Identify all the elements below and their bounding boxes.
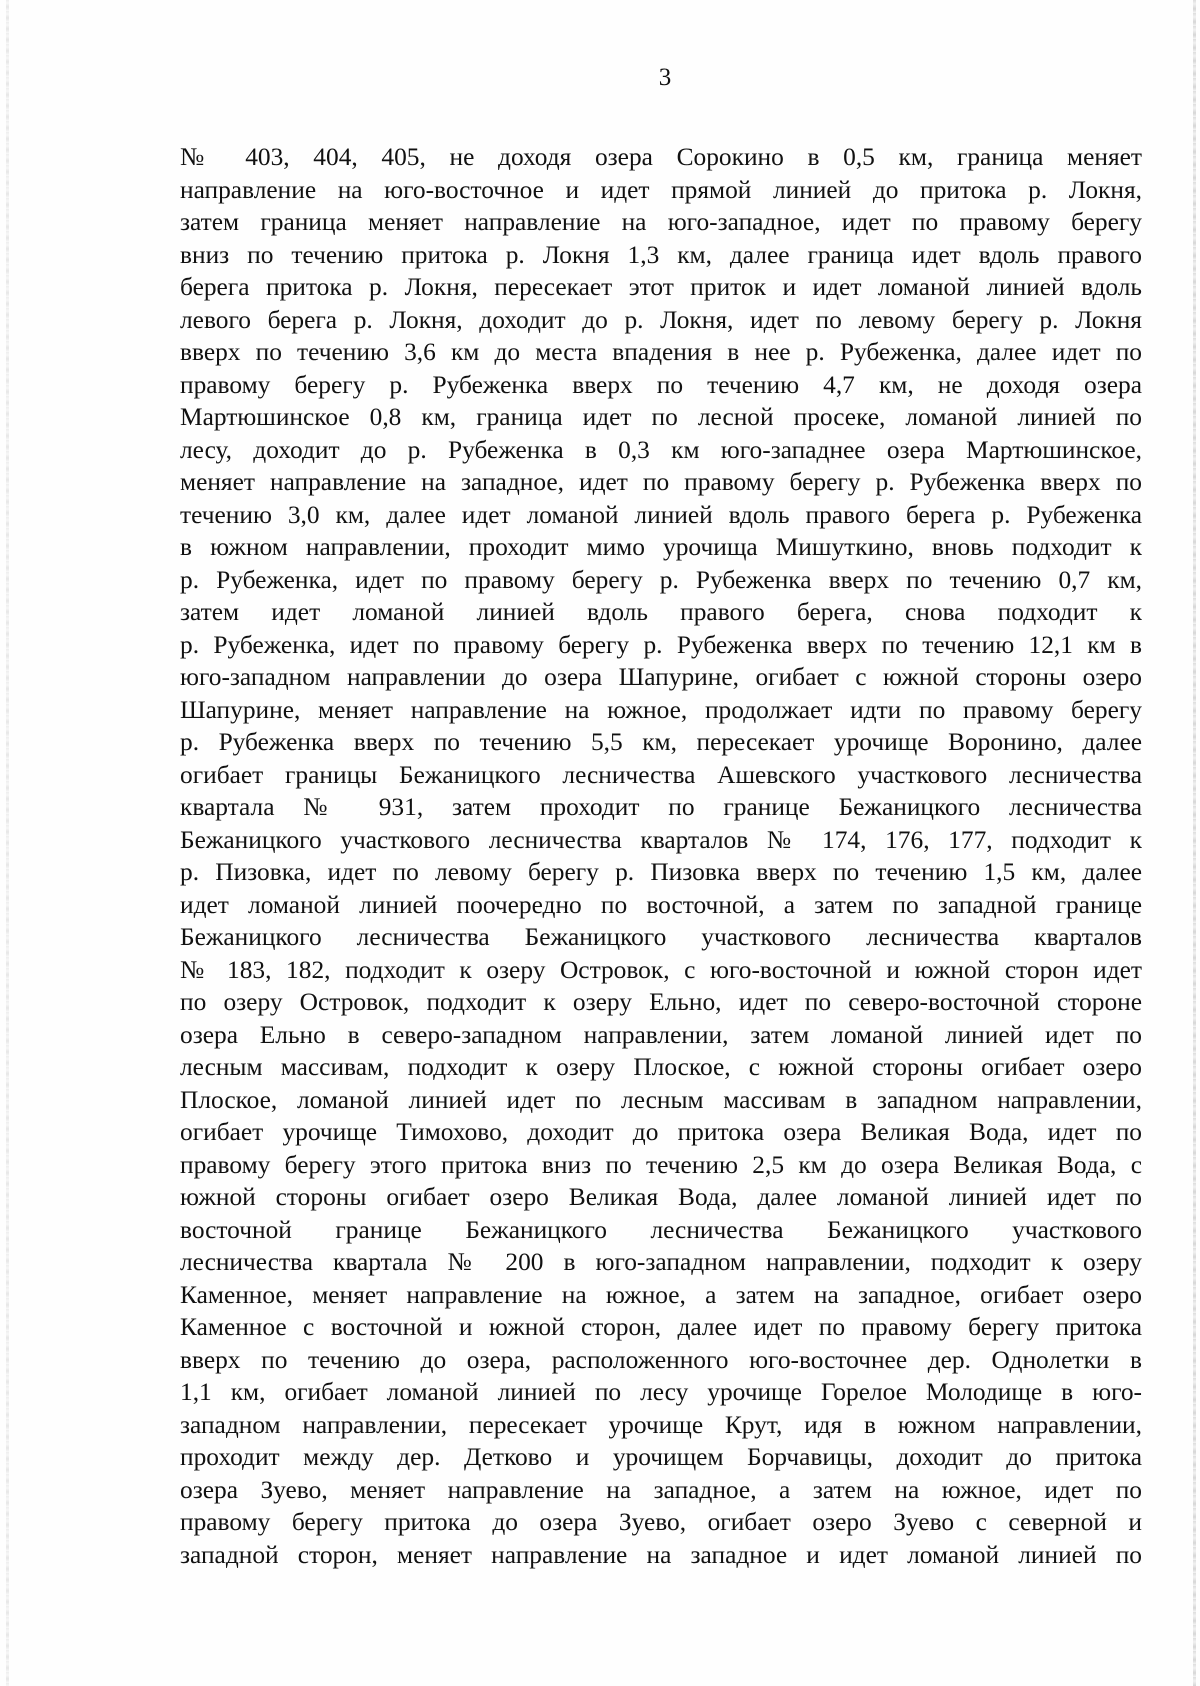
text-line: затем граница меняет направление на юго-западное, идет по правому берегу bbox=[180, 208, 1142, 236]
scan-edge-left bbox=[6, 0, 9, 1686]
text-line: р. Рубеженка, идет по правому берегу р. Рубеженка вверх по течению 0,7 км, bbox=[180, 565, 1142, 594]
text-line: южной стороны огибает озеро Великая Вода, далее ломаной линией идет по bbox=[180, 1183, 1142, 1211]
text-line: течению 3,0 км, далее идет ломаной линией вдоль правого берега р. Рубеженка bbox=[180, 500, 1142, 529]
text-line: огибает урочище Тимохово, доходит до притока озера Великая Вода, идет по bbox=[180, 1118, 1142, 1146]
text-line: № 403, 404, 405, не доходя озера Сорокино в 0,5 км, граница меняет bbox=[180, 143, 1142, 171]
text-line: Бежаницкого участкового лесничества кварталов № 174, 176, 177, подходит к bbox=[180, 825, 1142, 854]
text-line: западной сторон, меняет направление на западное и идет ломаной линией по bbox=[180, 1540, 1142, 1569]
text-line: левого берега р. Локня, доходит до р. Локня, идет по левому берегу р. Локня bbox=[180, 305, 1142, 334]
scan-edge-right bbox=[1193, 0, 1196, 1686]
text-line: Бежаницкого лесничества Бежаницкого участкового лесничества кварталов bbox=[180, 923, 1142, 951]
text-line: р. Рубеженка вверх по течению 5,5 км, пересекает урочище Воронино, далее bbox=[180, 728, 1142, 756]
text-line: вверх по течению до озера, расположенного юго-восточнее дер. Однолетки в bbox=[180, 1345, 1142, 1374]
text-line: Шапурине, меняет направление на южное, продолжает идти по правому берегу bbox=[180, 695, 1142, 724]
text-line: западном направлении, пересекает урочище Крут, идя в южном направлении, bbox=[180, 1410, 1142, 1439]
text-line: лесу, доходит до р. Рубеженка в 0,3 км юго-западнее озера Мартюшинское, bbox=[180, 435, 1142, 464]
text-line: берега притока р. Локня, пересекает этот приток и идет ломаной линией вдоль bbox=[180, 273, 1142, 301]
text-line: озера Зуево, меняет направление на западное, а затем на южное, идет по bbox=[180, 1475, 1142, 1504]
body-text bbox=[180, 141, 1142, 1571]
text-line: № 183, 182, подходит к озеру Островок, с юго-восточной и южной сторон идет bbox=[180, 955, 1142, 984]
text-line: правому берегу р. Рубеженка вверх по течению 4,7 км, не доходя озера bbox=[180, 370, 1142, 399]
text-line: вверх по течению 3,6 км до места впадения в нее р. Рубеженка, далее идет по bbox=[180, 338, 1142, 366]
text-line: вниз по течению притока р. Локня 1,3 км, далее граница идет вдоль правого bbox=[180, 240, 1142, 269]
text-line: квартала № 931, затем проходит по границе Бежаницкого лесничества bbox=[180, 793, 1142, 821]
page-number: 3 bbox=[658, 64, 672, 91]
text-line: 1,1 км, огибает ломаной линией по лесу урочище Горелое Молодище в юго- bbox=[180, 1378, 1142, 1406]
text-line: р. Пизовка, идет по левому берегу р. Пизовка вверх по течению 1,5 км, далее bbox=[180, 858, 1142, 886]
text-line: лесничества квартала № 200 в юго-западном направлении, подходит к озеру bbox=[180, 1248, 1142, 1276]
text-line: Плоское, ломаной линией идет по лесным массивам в западном направлении, bbox=[180, 1085, 1142, 1114]
text-line: лесным массивам, подходит к озеру Плоское, с южной стороны огибает озеро bbox=[180, 1053, 1142, 1081]
text-line: восточной границе Бежаницкого лесничества Бежаницкого участкового bbox=[180, 1215, 1142, 1244]
text-line: правому берегу притока до озера Зуево, огибает озеро Зуево с северной и bbox=[180, 1508, 1142, 1536]
text-line: проходит между дер. Детково и урочищем Борчавицы, доходит до притока bbox=[180, 1443, 1142, 1471]
text-line: озера Ельно в северо-западном направлении, затем ломаной линией идет по bbox=[180, 1020, 1142, 1049]
text-line: р. Рубеженка, идет по правому берегу р. Рубеженка вверх по течению 12,1 км в bbox=[180, 630, 1142, 659]
text-line: Каменное с восточной и южной сторон, далее идет по правому берегу притока bbox=[180, 1313, 1142, 1341]
text-line: юго-западном направлении до озера Шапурине, огибает с южной стороны озеро bbox=[180, 663, 1142, 691]
text-line: идет ломаной линией поочередно по восточной, а затем по западной границе bbox=[180, 890, 1142, 919]
text-line: правому берегу этого притока вниз по течению 2,5 км до озера Великая Вода, с bbox=[180, 1150, 1142, 1179]
text-line: направление на юго-восточное и идет прямой линией до притока р. Локня, bbox=[180, 175, 1142, 204]
text-line: в южном направлении, проходит мимо урочища Мишуткино, вновь подходит к bbox=[180, 533, 1142, 561]
text-line: Каменное, меняет направление на южное, а затем на западное, огибает озеро bbox=[180, 1280, 1142, 1309]
text-line: меняет направление на западное, идет по правому берегу р. Рубеженка вверх по bbox=[180, 468, 1142, 496]
text-line: Мартюшинское 0,8 км, граница идет по лесной просеке, ломаной линией по bbox=[180, 403, 1142, 431]
text-line: затем идет ломаной линией вдоль правого берега, снова подходит к bbox=[180, 598, 1142, 626]
text-line: огибает границы Бежаницкого лесничества Ашевского участкового лесничества bbox=[180, 760, 1142, 789]
text-line: по озеру Островок, подходит к озеру Ельно, идет по северо-восточной стороне bbox=[180, 988, 1142, 1016]
